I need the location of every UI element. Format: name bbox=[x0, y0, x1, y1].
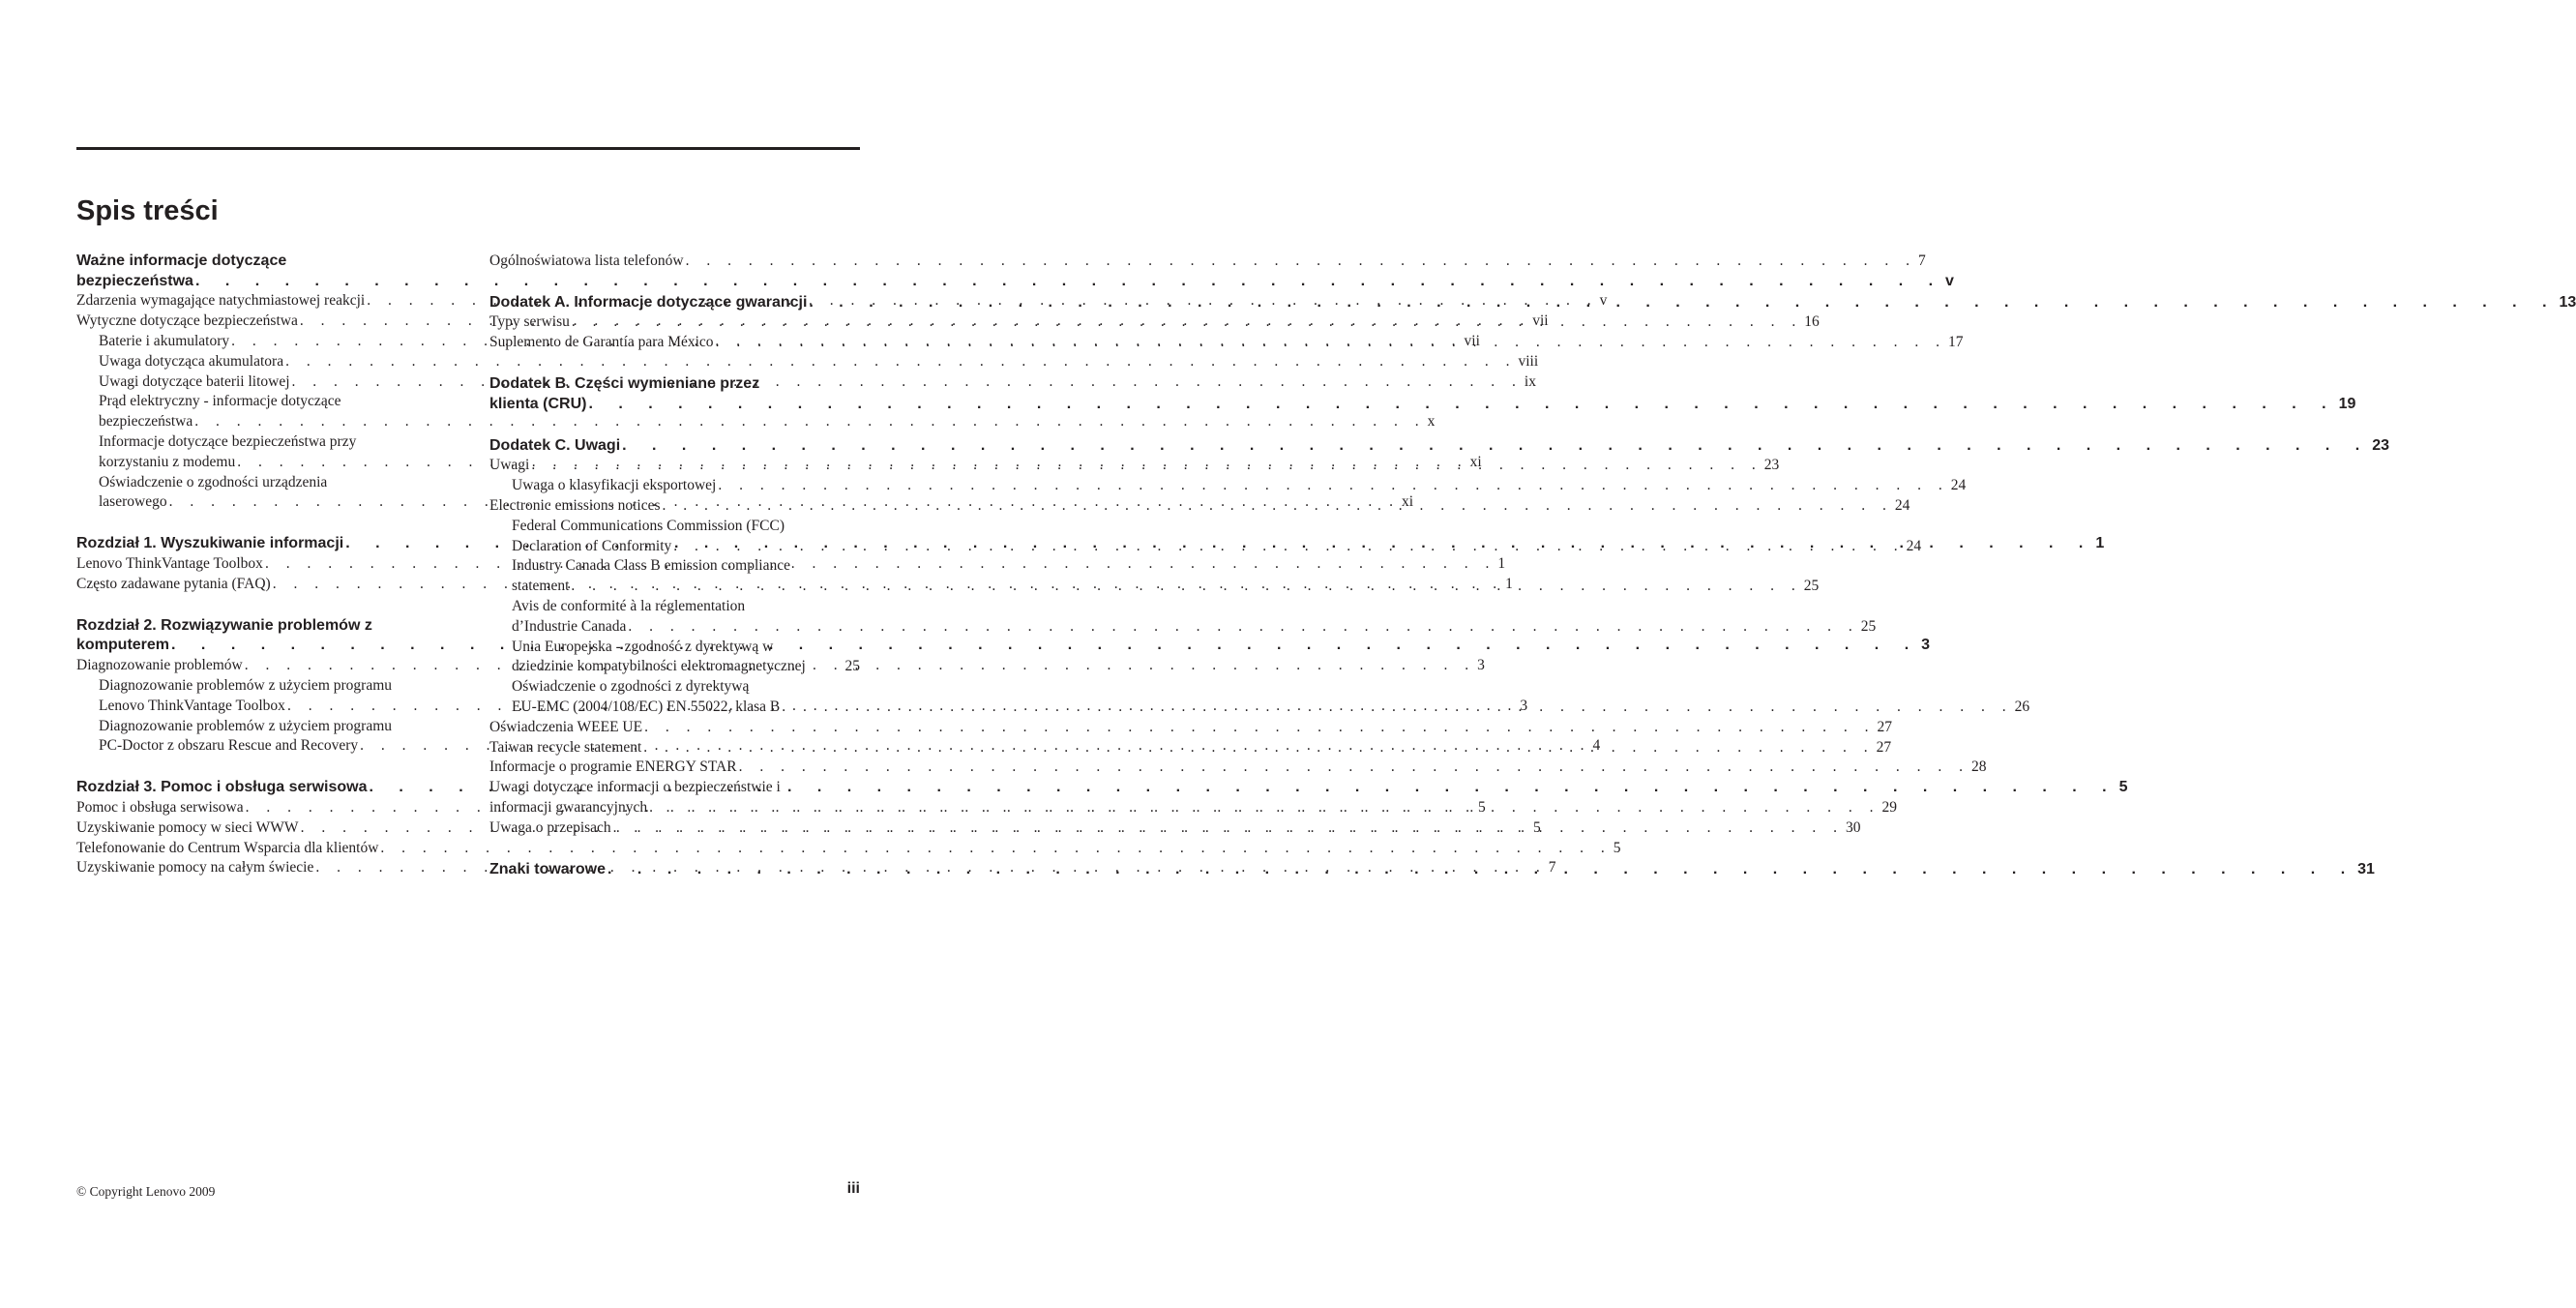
toc-entry[interactable] bbox=[489, 776, 860, 796]
toc-entry-title: korzystaniu z modemu bbox=[99, 453, 236, 470]
toc-entry-title: Często zadawane pytania (FAQ) bbox=[76, 575, 271, 592]
toc-heading[interactable] bbox=[489, 434, 2390, 455]
dot-leader bbox=[684, 253, 1918, 270]
dot-leader bbox=[714, 334, 1948, 351]
toc-entry[interactable] bbox=[489, 535, 1922, 555]
toc-entry-title: Diagnozowanie problemów bbox=[76, 657, 243, 674]
toc-page-number: 30 bbox=[1846, 818, 1861, 836]
page-number: iii bbox=[846, 1180, 860, 1197]
toc-entry-title: Wytyczne dotyczące bezpieczeństwa bbox=[76, 312, 298, 330]
toc-entry-title: Uwagi dotyczące informacji o bezpieczeństwie i bbox=[489, 779, 781, 796]
toc-page-number: 25 bbox=[844, 658, 860, 675]
dot-leader bbox=[641, 739, 1876, 757]
dot-leader bbox=[569, 575, 1803, 595]
toc-entry-title: Industry Canada Class B emission compliance bbox=[512, 557, 790, 575]
dot-leader bbox=[671, 538, 1906, 555]
toc-heading[interactable] bbox=[489, 858, 2375, 878]
toc-entry-title: laserowego bbox=[99, 493, 167, 511]
dot-leader bbox=[647, 799, 1881, 817]
toc-page-number: 23 bbox=[1763, 457, 1780, 474]
dot-leader bbox=[780, 699, 2014, 716]
toc-entry[interactable] bbox=[489, 250, 1926, 270]
toc-entry-title: Avis de conformité à la réglementation bbox=[512, 597, 746, 614]
toc-page-number: 31 bbox=[2357, 860, 2375, 877]
toc-entry[interactable] bbox=[489, 675, 860, 696]
toc-heading[interactable] bbox=[76, 614, 447, 635]
toc-entry-title: komputerem bbox=[76, 637, 170, 654]
toc-entry-title: Typy serwisu bbox=[489, 313, 570, 331]
toc-page-number: vii bbox=[1464, 332, 1480, 349]
toc-entry-title: EU-EMC (2004/108/EC) EN 55022, klasa B bbox=[512, 698, 781, 715]
toc-page-number: 26 bbox=[2014, 698, 2030, 715]
toc-entry[interactable] bbox=[489, 757, 1987, 777]
toc-entry-title: Oświadczenie o zgodności z dyrektywą bbox=[512, 678, 750, 696]
toc-entry-title: Informacje o programie ENERGY STAR bbox=[489, 758, 737, 776]
toc-entry[interactable] bbox=[76, 410, 1436, 431]
toc-page-number: 23 bbox=[2372, 436, 2390, 454]
toc-entry-title: Federal Communications Commission (FCC) bbox=[512, 517, 785, 534]
toc-entry-title: bezpieczeństwa bbox=[76, 272, 193, 289]
toc-entry-title: Oświadczenie o zgodności urządzenia bbox=[99, 473, 328, 490]
toc-entry-title: dziedzinie kompatybilności elektromagnetycznej bbox=[512, 658, 806, 675]
toc-page-number: ix bbox=[1524, 372, 1536, 390]
toc-page-number: 7 bbox=[1548, 859, 1556, 877]
toc-entry-title: Zdarzenia wymagające natychmiastowej reakcji bbox=[76, 292, 366, 310]
toc-page-number: 28 bbox=[1970, 758, 1987, 776]
toc-heading[interactable] bbox=[489, 372, 860, 393]
toc-entry-title: Oświadczenia WEEE UE bbox=[489, 718, 643, 735]
copyright-notice: © Copyright Lenovo 2009 bbox=[76, 1184, 216, 1199]
dot-leader bbox=[193, 273, 1945, 290]
toc-entry[interactable] bbox=[76, 837, 1621, 857]
toc-page-number: 5 bbox=[1478, 798, 1486, 816]
toc-page-number: 24 bbox=[1894, 496, 1910, 514]
dot-leader bbox=[807, 294, 2559, 312]
toc-entry-title: Uwaga dotycząca akumulatora bbox=[99, 352, 284, 370]
toc-entry[interactable] bbox=[76, 715, 447, 735]
toc-entry-title: Uwagi dotyczące baterii litowej bbox=[99, 372, 290, 390]
toc-page-number: 5 bbox=[2118, 779, 2128, 796]
toc-page-number: 29 bbox=[1881, 798, 1897, 816]
toc-entry-title: PC-Doctor z obszaru Rescue and Recovery bbox=[99, 737, 359, 755]
toc-entry-title: d’Industrie Canada bbox=[512, 617, 627, 635]
toc-page-number: 5 bbox=[1613, 839, 1621, 856]
dot-leader bbox=[263, 555, 1497, 573]
toc-page-number: 3 bbox=[1921, 637, 1931, 654]
toc-page-number: 1 bbox=[1505, 575, 1513, 592]
toc-entry-title: Declaration of Conformity bbox=[512, 537, 672, 554]
toc-entry[interactable] bbox=[489, 696, 2030, 716]
dot-leader bbox=[586, 396, 2338, 413]
dot-leader bbox=[620, 437, 2372, 455]
toc-entry-title: Rozdział 2. Rozwiązywanie problemów z bbox=[76, 616, 372, 634]
toc-entry-title: Prąd elektryczny - informacje dotyczące bbox=[99, 393, 341, 410]
toc-page-number: 1 bbox=[1497, 554, 1506, 572]
toc-entry[interactable] bbox=[76, 350, 1539, 371]
toc-entry[interactable] bbox=[489, 817, 1861, 837]
toc-page-number: 5 bbox=[1532, 818, 1541, 836]
toc-page-number: v bbox=[1599, 292, 1608, 310]
dot-leader bbox=[570, 313, 1804, 331]
toc-entry[interactable] bbox=[489, 796, 1897, 817]
dot-leader bbox=[611, 819, 1846, 837]
toc-page-number: 4 bbox=[1592, 737, 1601, 755]
toc-entry-title: Uzyskiwanie pomocy w sieci WWW bbox=[76, 818, 299, 836]
toc-entry-title: informacji gwarancyjnych bbox=[489, 798, 648, 816]
toc-entry-title: Unia Europejska - zgodność z dyrektywą w bbox=[512, 638, 774, 655]
toc-entry-title: Ogólnoświatowa lista telefonów bbox=[489, 252, 684, 269]
toc-page-number: 7 bbox=[1917, 252, 1926, 269]
toc-entry-title: Uwaga o klasyfikacji eksportowej bbox=[512, 477, 717, 494]
toc-heading[interactable] bbox=[76, 270, 1954, 290]
toc-entry[interactable] bbox=[489, 555, 860, 576]
toc-entry-title: statement bbox=[512, 578, 570, 595]
dot-leader bbox=[661, 497, 1895, 515]
toc-entry[interactable] bbox=[489, 736, 1892, 757]
toc-entry-title: Taiwan recycle statement bbox=[489, 738, 642, 756]
toc-page-number: xi bbox=[1401, 493, 1414, 511]
dot-leader bbox=[169, 637, 1921, 654]
dot-leader bbox=[642, 719, 1877, 736]
toc-entry-title: Suplemento de Garantía para México bbox=[489, 334, 714, 351]
toc-heading[interactable] bbox=[489, 291, 2576, 312]
toc-page-number: 3 bbox=[1520, 697, 1528, 714]
toc-entry-title: Rozdział 3. Pomoc i obsługa serwisowa bbox=[76, 779, 368, 796]
toc-entry-title: Informacje dotyczące bezpieczeństwa przy bbox=[99, 432, 357, 450]
toc-page-number: 27 bbox=[1876, 738, 1892, 756]
toc-entry-title: bezpieczeństwa bbox=[99, 413, 193, 431]
toc-entry[interactable] bbox=[489, 515, 860, 535]
dot-leader bbox=[606, 861, 2357, 878]
toc-entry-title: klienta (CRU) bbox=[489, 395, 587, 412]
toc-page-number: 27 bbox=[1877, 718, 1892, 735]
toc-entry-title: Telefonowanie do Centrum Wsparcia dla klientów bbox=[76, 839, 379, 856]
toc-entry[interactable] bbox=[76, 674, 447, 695]
toc-entry-title: Diagnozowanie problemów z użyciem programu bbox=[99, 717, 393, 734]
toc-page-number: 25 bbox=[1860, 617, 1877, 635]
toc-entry[interactable] bbox=[489, 636, 860, 656]
toc-entry-title: Uwaga o przepisach bbox=[489, 818, 611, 836]
toc-entry[interactable] bbox=[489, 656, 860, 676]
toc-entry-title: Diagnozowanie problemów z użyciem programu bbox=[99, 676, 393, 694]
toc-page-number: 24 bbox=[1950, 477, 1967, 494]
toc-entry[interactable] bbox=[76, 391, 447, 411]
toc-entry-title: Znaki towarowe bbox=[489, 860, 607, 877]
toc-entry[interactable] bbox=[489, 595, 860, 615]
toc-entry[interactable] bbox=[489, 615, 1877, 636]
toc-entry-title: Lenovo ThinkVantage Toolbox bbox=[76, 554, 263, 572]
toc-page-number: x bbox=[1427, 413, 1436, 431]
toc-page-number: xi bbox=[1469, 453, 1482, 470]
dot-leader bbox=[290, 373, 1525, 391]
toc-entry-title: Baterie i akumulatory bbox=[99, 332, 230, 349]
toc-entry-title: Rozdział 1. Wyszukiwanie informacji bbox=[76, 535, 344, 552]
toc-entry[interactable] bbox=[489, 474, 1967, 494]
toc-page-number: 13 bbox=[2559, 293, 2576, 311]
toc-entry[interactable] bbox=[76, 431, 447, 451]
toc-entry-title: Dodatek B. Części wymieniane przez bbox=[489, 374, 760, 392]
toc-entry-title: Dodatek C. Uwagi bbox=[489, 436, 621, 454]
toc-entry-title: Uzyskiwanie pomocy na całym świecie bbox=[76, 859, 314, 877]
toc-page-number: 3 bbox=[1477, 657, 1485, 674]
page-title: Spis treści bbox=[76, 195, 219, 226]
toc-page-number: 1 bbox=[2095, 535, 2105, 552]
toc-entry-title: Lenovo ThinkVantage Toolbox bbox=[99, 697, 285, 714]
toc-page-number: 17 bbox=[1947, 334, 1964, 351]
toc-page-number: viii bbox=[1518, 352, 1539, 370]
toc-page-number: v bbox=[1945, 272, 1954, 289]
toc-entry-title: Pomoc i obsługa serwisowa bbox=[76, 798, 244, 816]
dot-leader bbox=[626, 618, 1860, 636]
toc-page-number: 25 bbox=[1803, 578, 1820, 595]
toc-entry-title: Electronic emissions notices bbox=[489, 496, 661, 514]
toc-heading[interactable] bbox=[76, 250, 447, 270]
toc-page-number: 24 bbox=[1906, 537, 1922, 554]
dot-leader bbox=[716, 477, 1950, 494]
toc-heading[interactable] bbox=[489, 393, 2356, 413]
dot-leader bbox=[737, 758, 1971, 776]
dot-leader bbox=[529, 457, 1763, 474]
dot-leader bbox=[283, 353, 1518, 371]
toc-entry[interactable] bbox=[76, 471, 447, 491]
toc-entry-title: Dodatek A. Informacje dotyczące gwarancji bbox=[489, 293, 808, 311]
toc-entry[interactable] bbox=[489, 716, 1892, 736]
toc-page-number: 19 bbox=[2338, 395, 2356, 412]
toc-entry-title: Uwagi bbox=[489, 457, 530, 474]
toc-page-number: 16 bbox=[1804, 313, 1820, 331]
toc-entry-title: Ważne informacje dotyczące bbox=[76, 252, 287, 269]
toc-entry[interactable] bbox=[489, 575, 1820, 595]
header-rule bbox=[76, 147, 860, 150]
toc-page-number: vii bbox=[1532, 312, 1549, 330]
